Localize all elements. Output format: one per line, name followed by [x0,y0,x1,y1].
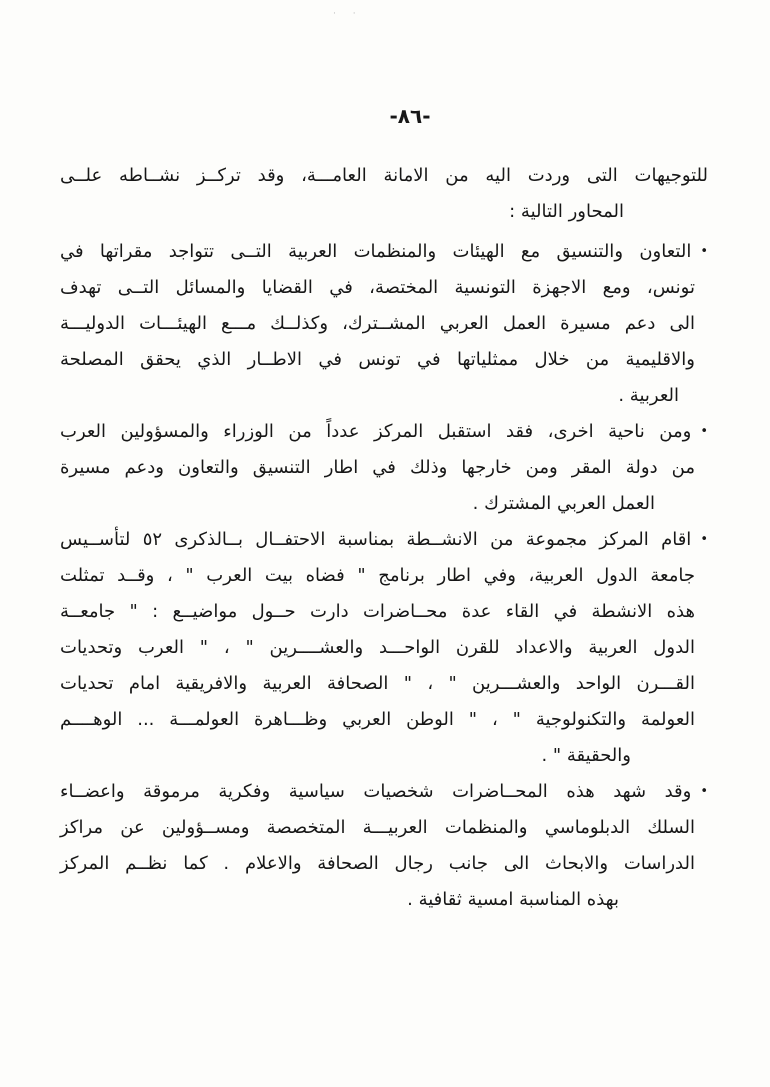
intro-line-2: المحاور التالية : [509,201,624,222]
body-line: والحقيقة " . [541,745,631,766]
bullet-item-cooperation [60,234,708,414]
bullet-item-lectures [60,774,708,918]
scan-artifact-specks: · · [333,9,363,19]
body-line-text: وقد شهد هذه المحــاضرات شخصيات سياسية وفكرية مرموقة واعضــاء [60,781,692,802]
bullet-item-receptions [60,414,708,522]
bullet-icon: • [700,532,708,547]
body-line: العربية . [618,385,679,406]
body-line-text: التعاون والتنسيق مع الهيئات والمنظمات العربية التــى تتواجد مقراتها في [60,241,692,262]
body-line: جامعة الدول العربية، وفي اطار برنامج " فضاه بيت العرب " ، وقــد تمثلت [60,565,695,586]
body-line: العولمة والتكنولوجية " ، " الوطن العربي وظـــاهرة العولمـــة ... الوهــــم [60,709,695,730]
body-line: والاقليمية من خلال ممثلياتها في تونس في الاطــار الذي يحقق المصلحة [60,349,695,370]
body-line: بهذه المناسبة امسية ثقافية . [407,889,619,910]
body-line: من دولة المقر ومن خارجها وذلك في اطار التنسيق والتعاون ودعم مسيرة [60,457,695,478]
body-line: تونس، ومع الاجهزة التونسية المختصة، في القضايا والمسائل التــى تهدف [60,277,695,298]
body-line [60,414,708,450]
body-line [60,234,708,270]
bullet-item-activities [60,522,708,774]
body-line: الى دعم مسيرة العمل العربي المشــترك، وكذلــك مـــع الهيئـــات الدوليـــة [60,313,695,334]
body-line: السلك الدبلوماسي والمنظمات العربيـــة المتخصصة ومســؤولين عن مراكز [60,817,695,838]
body-line: الدول العربية والاعداد للقرن الواحـــد والعشــــرين " ، " العرب وتحديات [60,637,695,658]
body-line-text: ومن ناحية اخرى، فقد استقبل المركز عدداً من الوزراء والمسؤولين العرب [60,421,692,442]
bullet-icon: • [700,424,708,439]
intro-line-1: للتوجيهات التى وردت اليه من الامانة العامـــة، وقد تركــز نشــاطه علــى [60,165,708,186]
body-line-text: اقام المركز مجموعة من الانشــطة بمناسبة الاحتفــال بــالذكرى ٥٢ لتأســيس [60,529,692,550]
page-number [0,104,770,128]
page-number-text: -٨٦- [389,104,431,128]
body-line: العمل العربي المشترك . [472,493,655,514]
document-body [60,158,708,918]
body-line: الدراسات والابحاث الى جانب رجال الصحافة والاعلام . كما نظــم المركز [60,853,695,874]
body-line [60,522,708,558]
body-line [60,774,708,810]
body-line: هذه الانشطة في القاء عدة محــاضرات دارت حــول مواضيــع : " جامعــة [60,601,695,622]
bullet-icon: • [700,784,708,799]
body-line: القـــرن الواحد والعشـــرين " ، " الصحافة العربية والافريقية امام تحديات [60,673,695,694]
bullet-icon: • [700,244,708,259]
